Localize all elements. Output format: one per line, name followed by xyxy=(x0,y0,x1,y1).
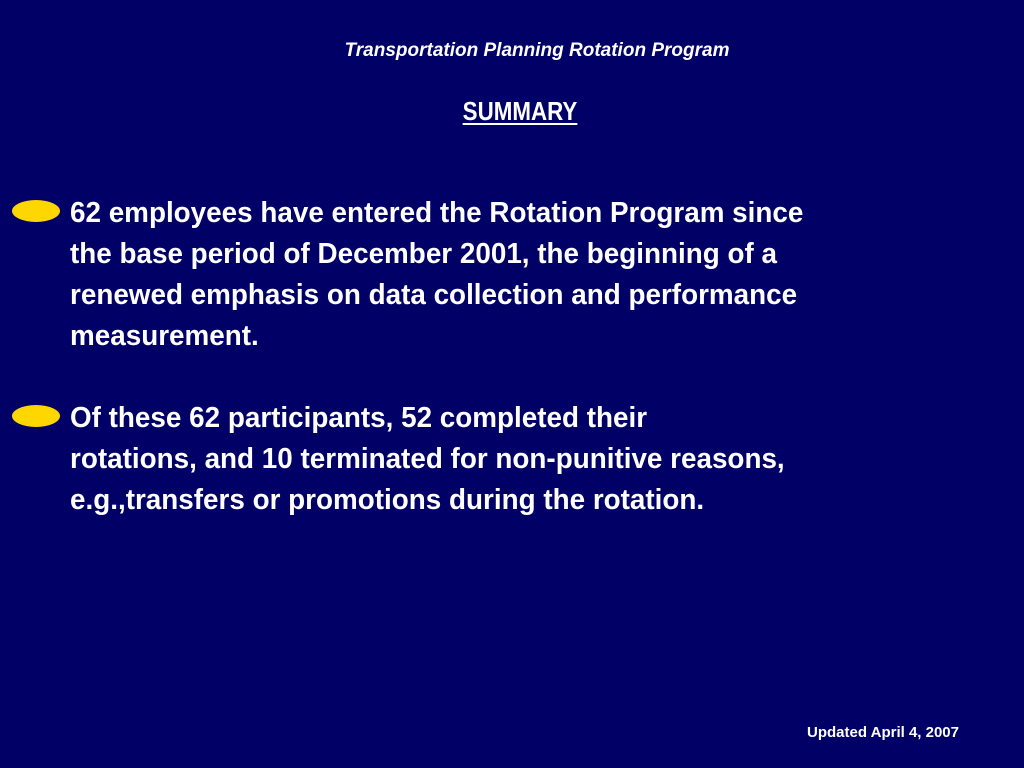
paragraph-line: renewed emphasis on data collection and performance xyxy=(70,279,798,311)
paragraph-line: Of these 62 participants, 52 completed their xyxy=(70,402,648,434)
bullet-paragraph-employees xyxy=(70,193,944,357)
updated-date: Updated April 4, 2007 xyxy=(807,724,959,741)
yellow-oval-bullet-icon xyxy=(12,200,60,222)
paragraph-line: 62 employees have entered the Rotation Program since xyxy=(70,197,804,229)
paragraph-line: the base period of December 2001, the beginning of a xyxy=(70,238,777,270)
program-title: Transportation Planning Rotation Program xyxy=(344,40,730,61)
bullet-paragraph-participants xyxy=(70,398,944,521)
paragraph-line: measurement. xyxy=(70,320,259,352)
paragraph-line: e.g.,transfers or promotions during the rotation. xyxy=(70,484,705,516)
summary-heading: SUMMARY xyxy=(462,96,578,126)
yellow-oval-bullet-icon xyxy=(12,405,60,427)
paragraph-line: rotations, and 10 terminated for non-punitive reasons, xyxy=(70,443,785,475)
